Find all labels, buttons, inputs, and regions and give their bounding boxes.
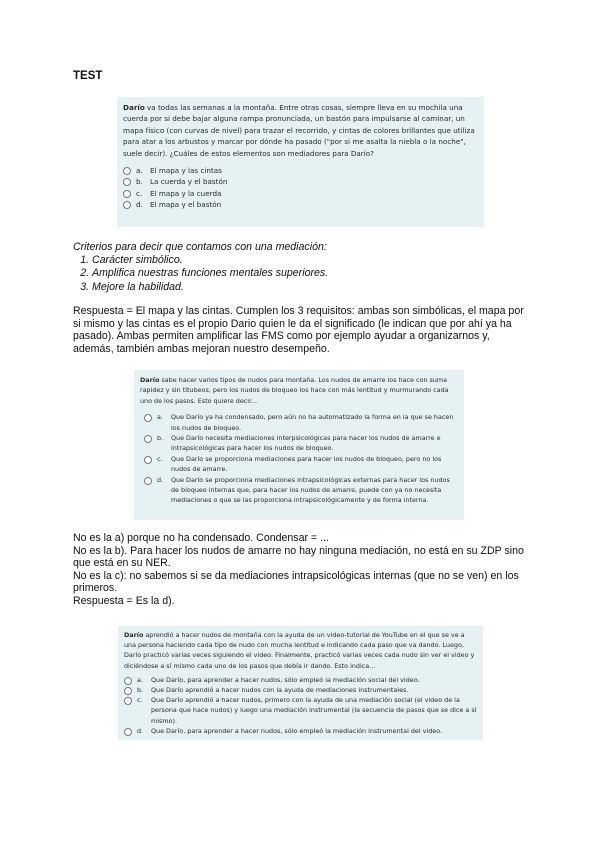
option-d[interactable] xyxy=(124,726,477,736)
answer-line: Respuesta = Es la d). xyxy=(73,594,175,607)
question-text: sabe hacer varios tipos de nudos para montaña. Los nudos de amarre los hace con suma rapidez y sin titubeos, pero los nudos de bloqueo los hace con más lentitud y murmurando cada uno de los pasos. Esto quiere decir... xyxy=(140,376,449,405)
question-text: aprendió a hacer nudos de montaña con la ayuda de un video-tutorial de YouTube en el que se ve a una persona haciendo cada tipo de nudo con mucha lentitud e indicando cada paso que va dando. Luego, Darío practicó varias veces siguiendo el video. Finalmente, practicó varias veces cada nudo sin ver el video y diciéndose a sí mismo cada uno de los pasos que debía ir dando. Esto indica... xyxy=(124,631,475,670)
option-c[interactable] xyxy=(123,188,478,199)
radio-icon[interactable] xyxy=(123,178,131,186)
option-letter: a. xyxy=(136,166,143,176)
options-list xyxy=(140,412,458,506)
question-stem xyxy=(123,102,478,159)
option-d[interactable] xyxy=(144,475,458,506)
option-text: El mapa y las cintas xyxy=(150,166,222,176)
question-subject: Darío xyxy=(140,376,160,384)
option-letter: d. xyxy=(137,726,144,735)
option-text: Que Darío aprendió a hacer nudos, primero con la ayuda de una mediación social (el video de la persona que hace nudos) y luego una mediación instrumental (la secuencia de pasos que se dice a sí mismo). xyxy=(151,696,477,725)
option-letter: d. xyxy=(136,200,143,210)
option-c[interactable] xyxy=(124,695,477,726)
radio-icon[interactable] xyxy=(124,687,132,695)
option-text: Que Darío aprendió a hacer nudos con la ayuda de mediaciones instrumentales. xyxy=(151,686,409,695)
option-text: El mapa y la cuerda xyxy=(150,188,222,198)
criteria-item: 3. Mejore la habilidad. xyxy=(92,281,328,294)
option-a[interactable] xyxy=(124,675,477,685)
option-letter: c. xyxy=(136,188,143,198)
option-letter: d. xyxy=(157,475,164,484)
options-list xyxy=(123,165,478,211)
option-text: Que Darío necesita mediaciones interpsicológicas para hacer los nudos de amarre e intrapsicológicas para hacer los nudos de bloqueo. xyxy=(171,434,441,453)
option-text: El mapa y el bastón xyxy=(150,200,222,210)
option-text: Que Darío se proporciona mediaciones intrapsicológicas externas para hacer los nudos de bloqueo internas que, para hacer los nudos de amarre, puede con ya no necesita mediaciones o que se las proporciona intrapsicológicamente y de forma interna. xyxy=(171,475,450,505)
question-card-2 xyxy=(134,370,464,520)
criteria-list xyxy=(73,254,328,294)
radio-icon[interactable] xyxy=(124,697,132,705)
option-a[interactable] xyxy=(123,165,478,176)
option-letter: c. xyxy=(157,454,163,463)
option-text: La cuerda y el bastón xyxy=(150,177,228,187)
question-subject: Darío xyxy=(123,103,145,112)
page-title: TEST xyxy=(73,70,103,82)
criteria-item: 1. Carácter simbólico. xyxy=(92,254,328,267)
radio-icon[interactable] xyxy=(144,414,152,422)
options-list xyxy=(124,675,477,736)
question-card-1 xyxy=(117,97,484,227)
option-d[interactable] xyxy=(123,199,478,210)
option-text: Que Darío, para aprender a hacer nudos, sólo empleó la mediación instrumental del video. xyxy=(151,726,443,735)
answer-line: No es la a) porque no ha condensado. Condensar = ... xyxy=(73,532,329,544)
answer-2 xyxy=(73,532,533,608)
option-b[interactable] xyxy=(123,176,478,187)
option-c[interactable] xyxy=(144,454,458,475)
option-text: Que Darío ya ha condensado, pero aún no ha automatizado la forma en la que se hacen los nudos de bloqueo. xyxy=(171,413,454,432)
option-text: Que Darío se proporciona mediaciones para hacer los nudos de bloqueo, pero no los nudos de amarre. xyxy=(171,454,442,474)
option-letter: b. xyxy=(137,686,144,695)
option-text: Que Darío, para aprender a hacer nudos, sólo empleó la mediación social del video. xyxy=(151,675,420,684)
radio-icon[interactable] xyxy=(144,435,152,443)
answer-1: Respuesta = El mapa y las cintas. Cumplen los 3 requisitos: ambas son simbólicas, el mapa por si mismo y las cintas es el propio Dario quien le da el significado (le indican que por ahí ya ha pasado). Ambas permiten amplificar las FMS como por ejemplo ayudar a organizarnos y, además, también ambas mejoran nuestro desempeño. xyxy=(73,305,524,355)
question-stem xyxy=(140,375,458,406)
option-letter: a. xyxy=(157,413,163,422)
criteria-heading: Criterios para decir que contamos con una mediación: xyxy=(73,241,327,253)
radio-icon[interactable] xyxy=(124,677,132,685)
criteria-block xyxy=(73,241,328,294)
question-stem xyxy=(124,630,477,671)
option-letter: c. xyxy=(137,696,143,705)
radio-icon[interactable] xyxy=(123,201,131,209)
option-letter: b. xyxy=(157,434,164,443)
answer-line: No es la c): no sabemos si se da mediaciones intrapsicológicas internas (que no se ven) en los primeros. xyxy=(73,569,519,595)
radio-icon[interactable] xyxy=(123,167,131,175)
question-card-3 xyxy=(118,626,483,740)
option-letter: b. xyxy=(136,177,143,187)
question-subject: Darío xyxy=(124,631,144,639)
radio-icon[interactable] xyxy=(124,728,132,736)
option-b[interactable] xyxy=(144,433,458,454)
option-letter: a. xyxy=(137,675,143,684)
option-a[interactable] xyxy=(144,412,458,433)
radio-icon[interactable] xyxy=(144,477,152,485)
answer-line: No es la b). Para hacer los nudos de amarre no hay ninguna mediación, no está en su ZDP sino que está en su NER. xyxy=(73,544,524,570)
question-text: va todas las semanas a la montaña. Entre otras cosas, siempre lleva en su mochila una cuerda por si debe bajar alguna rampa pronunciada, un bastón para impulsarse al caminar, un mapa físico (con curvas de nivel) para trazar el recorrido, y cintas de colores brillantes que utiliza para atar a los arbustos y marcar por dónde ha pasado ("por si me asalta la niebla o la noche", suele decir). ¿Cuáles de estos elementos son mediadores para Darío? xyxy=(123,103,475,158)
radio-icon[interactable] xyxy=(123,190,131,198)
radio-icon[interactable] xyxy=(144,456,152,464)
option-b[interactable] xyxy=(124,685,477,695)
criteria-item: 2. Amplifica nuestras funciones mentales superiores. xyxy=(92,267,328,280)
